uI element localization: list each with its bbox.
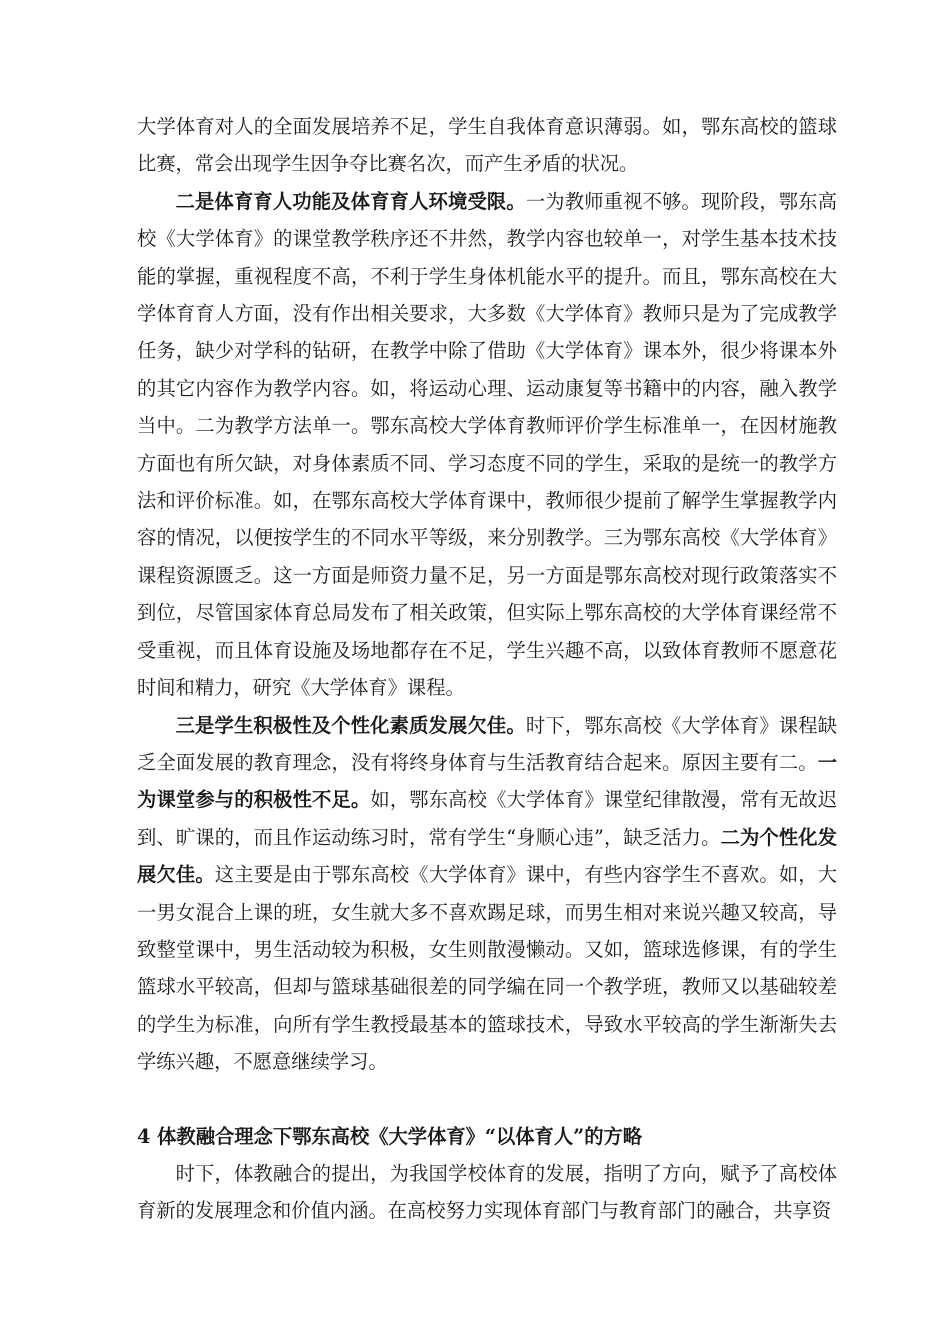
paragraph-point-bold: 一为课堂参与的积极性不足。	[137, 750, 837, 812]
paragraph-point-bold: 二为个性化发展欠佳。	[137, 825, 838, 887]
paragraph-continuation	[137, 108, 837, 183]
paragraph-text: 大学体育对人的全面发展培养不足，学生自我体育意识薄弱。如，鄂东高校的篮球比赛，常会出现学生因争夺比赛名次，而产生矛盾的状况。	[137, 115, 837, 176]
paragraph-text: 时下，体教融合的提出，为我国学校体育的发展，指明了方向，赋予了高校体育新的发展理念和价值内涵。在高校努力实现体育部门与教育部门的融合，共享资	[137, 1161, 837, 1223]
paragraph-lead-bold: 二是体育育人功能及体育育人环境受限。	[175, 189, 526, 213]
paragraph-lead-bold: 三是学生积极性及个性化素质发展欠佳。	[175, 713, 526, 737]
paragraph-student-enthusiasm	[137, 707, 837, 1081]
document-page	[137, 108, 837, 1230]
paragraph-text: 一为教师重视不够。现阶段，鄂东高校《大学体育》的课堂教学秩序还不井然，教学内容也较单一，对学生基本技术技能的掌握，重视程度不高，不利于学生身体机能水平的提升。而且，鄂东高校在大学体育育人方面，没有作出相关要求，大多数《大学体育》教师只是为了完成教学任务，缺少对学科的钻研，在教学中除了借助《大学体育》课本外，很少将课本外的其它内容作为教学内容。如，将运动心理、运动康复等书籍中的内容，融入教学当中。二为教学方法单一。鄂东高校大学体育教师评价学生标准单一，在因材施教方面也有所欠缺，对身体素质不同、学习态度不同的学生，采取的是统一的教学方法和评价标准。如，在鄂东高校大学体育课中，教师很少提前了解学生掌握教学内容的情况，以便按学生的不同水平等级，来分别教学。三为鄂东高校《大学体育》课程资源匮乏。这一方面是师资力量不足，另一方面是鄂东高校对现行政策落实不到位，尽管国家体育总局发布了相关政策，但实际上鄂东高校的大学体育课经常不受重视，而且体育设施及场地都存在不足，学生兴趣不高，以致体育教师不愿意花时间和精力，研究《大学体育》课程。	[137, 189, 837, 700]
paragraph-text: 这主要是由于鄂东高校《大学体育》课中，有些内容学生不喜欢。如，大一男女混合上课的班，女生就大多不喜欢踢足球，而男生相对来说兴趣又较高，导致整堂课中，男生活动较为积极，女生则散漫懒动。又如，篮球选修课，有的学生篮球水平较高，但却与篮球基础很差的同学编在同一个教学班，教师又以基础较差的学生为标准，向所有学生教授最基本的篮球技术，导致水平较高的学生渐渐失去学练兴趣，不愿意继续学习。	[137, 863, 837, 1074]
paragraph-education-function	[137, 183, 837, 707]
paragraph-text: 时下，鄂东高校《大学体育》课程缺乏全面发展的教育理念，没有将终身体育与生活教育结合起来。原因主要有二。	[137, 713, 837, 774]
paragraph-section-intro	[137, 1155, 837, 1230]
paragraph-text: 如，鄂东高校《大学体育》课堂纪律散漫，常有无故迟到、旷课的，而且作运动练习时，常有学生“身顺心违”，缺乏活力。	[137, 788, 837, 849]
section-heading: 4 体教融合理念下鄂东高校《大学体育》“以体育人”的方略	[137, 1124, 643, 1148]
